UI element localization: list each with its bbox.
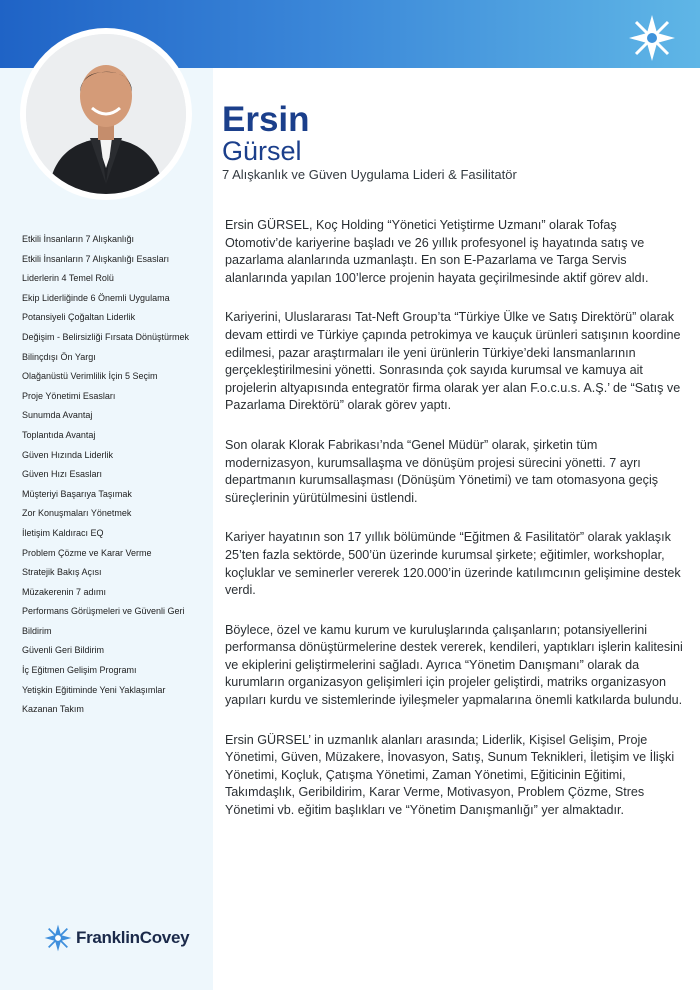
topic-item: Zor Konuşmaları Yönetmek — [22, 508, 132, 519]
topic-item: İç Eğitmen Gelişim Programı — [22, 665, 137, 676]
topic-item: Müzakerenin 7 adımı — [22, 586, 107, 597]
topic-item: Etkili İnsanların 7 Alışkanlığı Esasları — [22, 253, 170, 264]
brand-name: FranklinCovey — [76, 928, 190, 947]
topic-item: Olağanüstü Verimlilik İçin 5 Seçim — [22, 371, 158, 382]
topic-item: Kazanan Takım — [22, 704, 84, 715]
brand-logo — [44, 923, 189, 953]
topic-item: Potansiyeli Çoğaltan Liderlik — [22, 312, 136, 323]
bio-paragraph: Ersin GÜRSEL’ in uzmanlık alanları arasında; Liderlik, Kişisel Gelişim, Proje Yönetimi, Güven, Müzakere, İnovasyon, Satış, Sunum Teknikleri, İletişim ve İlişki Yönetimi, Koçluk, Çatışma Yönetimi, Zaman Yönetimi, Eğiticinin Eğitimi, Takımdaşlık, Geribildirim, Karar Verme, Motivasyon, Problem Çözme, Stres Yönetimi vb. eğitim başlıkları ve “Yönetim Danışmanlığı” yer almaktadır. — [225, 732, 675, 818]
bio-paragraph: Kariyer hayatının son 17 yıllık bölümünde “Eğitmen & Fasilitatör” olarak yaklaşık 25’ten fazla sektörde, 500’ün üzerinde kurumsal şirkete; eğitimler, workshoplar, koçluklar ve seminerler vererek 120.000’in üzerinde katılımcının gelişimine destek verdi. — [225, 530, 681, 598]
topic-item: Müşteriyi Başarıya Taşımak — [22, 488, 132, 499]
last-name: Gürsel — [222, 136, 302, 166]
compass-star-icon — [628, 14, 676, 62]
topic-item: Ekip Liderliğinde 6 Önemli Uygulama — [22, 292, 170, 303]
topic-item: Yetişkin Eğitiminde Yeni Yaklaşımlar — [22, 684, 166, 695]
topic-item: Güven Hızı Esasları — [22, 469, 103, 480]
topic-item: İletişim Kaldıracı EQ — [22, 527, 104, 538]
first-name: Ersin — [222, 100, 310, 139]
topic-item: Liderlerin 4 Temel Rolü — [22, 273, 114, 284]
topic-item: Problem Çözme ve Karar Verme — [22, 547, 152, 558]
topic-item: Stratejik Bakış Açısı — [22, 567, 102, 578]
topic-item: Sunumda Avantaj — [22, 410, 93, 421]
topic-item: Güvenli Geri Bildirim — [22, 645, 105, 656]
bio-paragraph: Böylece, özel ve kamu kurum ve kuruluşlarında çalışanların; potansiyellerini performansa dönüştürmelerine destek vererek, kendileri, yaptıkları işlerin kalitesini ve ekiplerini geliştirmelerini sağladı. Ayrıca “Yönetim Danışmanı” olarak da kurumların organizasyon gelişimleri için projeler geliştirdi, matriks organizasyon yapıları kurdu ve sistemlerinde iyileşmeler yapmalarına önemli katkılarda bulundu. — [225, 622, 683, 708]
topic-item: Toplantıda Avantaj — [22, 429, 96, 440]
topic-item: Güven Hızında Liderlik — [22, 449, 114, 460]
topic-item: Proje Yönetimi Esasları — [22, 390, 116, 401]
job-title: 7 Alışkanlık ve Güven Uygulama Lideri & Fasilitatör — [222, 167, 517, 182]
topic-item: Etkili İnsanların 7 Alışkanlığı — [22, 234, 135, 244]
bio-paragraph: Son olarak Klorak Fabrikası’nda “Genel Müdür” olarak, şirketin tüm modernizasyon, kurumsallaşma ve dönüşüm projesi sürecini yönetti. 7 ayrı departmanın kurumsallaşması (Dönüşüm Yönetimi) ve tam otomasyona geçiş süreçlerinin yürütülmesini üstlendi. — [225, 437, 659, 505]
bio-paragraph: Kariyerini, Uluslararası Tat-Neft Group’ta “Türkiye Ülke ve Satış Direktörü” olarak devam ettirdi ve Türkiye çapında petrokimya ve kauçuk ürünleri satışının koordine edilmesi, pazar araştırmaları ile yeni ürünlerin Türkiye’deki lansmanlarının gerçekleştirilmesini yönetti. Sonrasında çok sayıda kurumsal ve kamuya ait projelerin altyapısında entegratör firma olarak yer alan F.o.c.u.s. A.Ş.’ de “Satış ve Pazarlama Direktörü” olarak görev yaptı. — [225, 310, 681, 413]
topic-item: Performans Görüşmeleri ve Güvenli Geri Bildirim — [22, 606, 185, 636]
compass-star-icon — [44, 924, 72, 952]
biography — [225, 217, 683, 842]
topics-list — [22, 230, 210, 720]
topic-item: Bilinçdışı Ön Yargı — [22, 351, 96, 362]
bio-paragraph: Ersin GÜRSEL, Koç Holding “Yönetici Yetiştirme Uzmanı” olarak Tofaş Otomotiv’de kariyerine başladı ve 26 yıllık profesyonel iş hayatında satış ve pazarlama alanlarında uzmanlaştı. En son E-Pazarlama ve Targa Servis alanlarında yapılan 100’lerce projenin hayata geçirilmesinde aktif görev aldı. — [225, 218, 649, 285]
avatar — [26, 34, 186, 194]
topic-item: Değişim - Belirsizliği Fırsata Dönüştürmek — [22, 331, 190, 342]
